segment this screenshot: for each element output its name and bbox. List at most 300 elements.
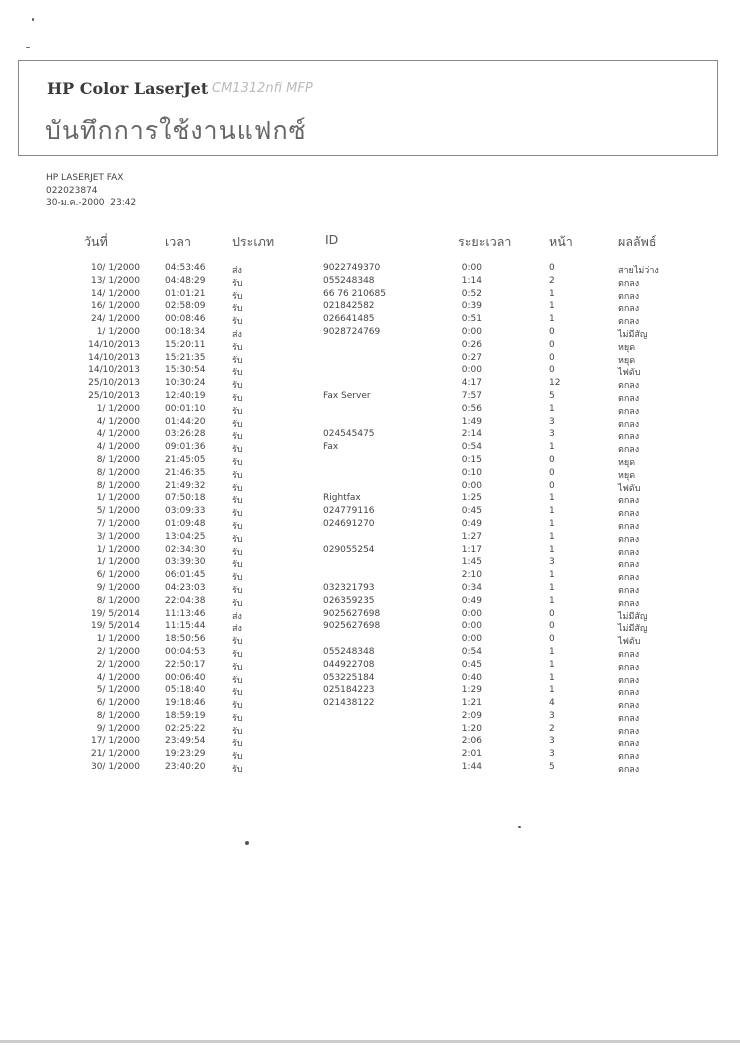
cell-type: รับ: [232, 509, 243, 520]
cell-date: 1/ 1/2000: [96, 493, 140, 504]
cell-pages: 1: [549, 582, 555, 593]
cell-duration: 1:45: [461, 557, 482, 568]
cell-date: 24/ 1/2000: [90, 314, 140, 325]
column-header-pages: หน้า: [549, 234, 573, 249]
cell-pages: 1: [549, 659, 555, 670]
cell-id: 032321793: [323, 582, 375, 593]
cell-result: ตกลง: [618, 509, 640, 520]
table-row: [0, 545, 740, 558]
cell-type: รับ: [232, 393, 243, 404]
cell-type: รับ: [232, 445, 243, 456]
cell-date: 13/ 1/2000: [90, 275, 140, 286]
table-row: [0, 340, 740, 353]
table-row: [0, 365, 740, 378]
cell-result: ไฟดับ: [618, 368, 641, 379]
cell-duration: 1:29: [461, 685, 482, 696]
cell-duration: 0:49: [461, 595, 482, 606]
cell-result: ตกลง: [618, 445, 640, 456]
column-header-date: วันที่: [84, 234, 108, 249]
cell-duration: 0:00: [461, 326, 482, 337]
cell-result: ตกลง: [618, 585, 640, 596]
cell-pages: 0: [549, 480, 555, 491]
table-row: [0, 647, 740, 660]
cell-id: 66 76 210685: [323, 288, 386, 299]
cell-id: Fax Server: [323, 390, 371, 401]
cell-type: ส่ง: [232, 611, 242, 622]
cell-date: 10/ 1/2000: [90, 263, 140, 273]
cell-result: ตกลง: [618, 701, 640, 712]
column-header-duration: ระยะเวลา: [458, 234, 512, 249]
cell-result: ตกลง: [618, 521, 640, 532]
cell-duration: 0:00: [461, 634, 482, 645]
cell-duration: 0:39: [461, 301, 482, 312]
cell-pages: 0: [549, 339, 555, 350]
fax-info: [46, 172, 136, 210]
cell-duration: 1:20: [461, 723, 482, 734]
cell-result: หยุด: [618, 470, 636, 481]
cell-pages: 0: [549, 621, 555, 632]
scan-speck: [245, 841, 249, 845]
cell-pages: 3: [549, 736, 555, 747]
table-row: [0, 493, 740, 506]
column-header-time: เวลา: [165, 234, 191, 249]
cell-duration: 1:14: [461, 275, 482, 286]
cell-time: 07:50:18: [165, 493, 206, 504]
cell-result: ตกลง: [618, 726, 640, 737]
table-row: [0, 314, 740, 327]
cell-duration: 0:00: [461, 263, 482, 273]
cell-time: 02:25:22: [165, 723, 206, 734]
cell-type: รับ: [232, 598, 243, 609]
cell-pages: 1: [549, 544, 555, 555]
cell-result: ตกลง: [618, 291, 640, 302]
table-row: [0, 685, 740, 698]
cell-id: 053225184: [323, 672, 375, 683]
cell-date: 9/ 1/2000: [96, 582, 140, 593]
cell-pages: 0: [549, 608, 555, 619]
cell-duration: 0:51: [461, 314, 482, 325]
cell-pages: 1: [549, 493, 555, 504]
cell-duration: 0:45: [461, 659, 482, 670]
table-row: [0, 698, 740, 711]
cell-time: 22:50:17: [165, 659, 206, 670]
column-header-id: ID: [325, 232, 339, 247]
cell-result: ไม่มีสัญ: [618, 624, 648, 635]
cell-duration: 1:17: [461, 544, 482, 555]
cell-time: 04:48:29: [165, 275, 206, 286]
cell-result: ตกลง: [618, 752, 640, 763]
cell-duration: 2:14: [461, 429, 482, 440]
cell-result: ตกลง: [618, 739, 640, 750]
table-row: [0, 673, 740, 686]
cell-id: 055248348: [323, 646, 375, 657]
cell-time: 05:18:40: [165, 685, 206, 696]
cell-duration: 0:56: [461, 403, 482, 414]
cell-pages: 3: [549, 416, 555, 427]
cell-result: หยุด: [618, 457, 636, 468]
cell-type: รับ: [232, 739, 243, 750]
cell-result: ตกลง: [618, 304, 640, 315]
table-row: [0, 519, 740, 532]
cell-id: 9025627698: [323, 621, 381, 632]
cell-time: 11:15:44: [165, 621, 206, 632]
cell-date: 1/ 1/2000: [96, 557, 140, 568]
table-row: [0, 327, 740, 340]
cell-time: 02:58:09: [165, 301, 206, 312]
scan-speck: [32, 18, 34, 21]
cell-pages: 1: [549, 685, 555, 696]
cell-id: 024545475: [323, 429, 375, 440]
cell-result: ตกลง: [618, 675, 640, 686]
cell-time: 21:45:05: [165, 454, 206, 465]
cell-result: หยุด: [618, 355, 636, 366]
cell-time: 21:49:32: [165, 480, 206, 491]
cell-date: 9/ 1/2000: [96, 723, 140, 734]
cell-date: 14/10/2013: [88, 352, 140, 363]
table-row: [0, 301, 740, 314]
cell-time: 00:06:40: [165, 672, 206, 683]
cell-type: รับ: [232, 547, 243, 558]
table-row: [0, 596, 740, 609]
cell-result: สายไม่ว่าง: [618, 266, 659, 276]
table-row: [0, 442, 740, 455]
cell-pages: 3: [549, 749, 555, 760]
cell-date: 2/ 1/2000: [96, 659, 140, 670]
cell-result: ตกลง: [618, 573, 640, 584]
cell-duration: 7:57: [461, 390, 482, 401]
cell-duration: 0:00: [461, 480, 482, 491]
cell-date: 7/ 1/2000: [96, 518, 140, 529]
cell-pages: 3: [549, 710, 555, 721]
cell-duration: 1:44: [461, 762, 482, 773]
cell-result: ตกลง: [618, 317, 640, 328]
table-row: [0, 660, 740, 673]
cell-pages: 12: [549, 378, 561, 389]
cell-time: 00:08:46: [165, 314, 206, 325]
table-row: [0, 532, 740, 545]
cell-result: ตกลง: [618, 547, 640, 558]
cell-duration: 2:06: [461, 736, 482, 747]
cell-duration: 0:00: [461, 621, 482, 632]
cell-time: 01:44:20: [165, 416, 206, 427]
cell-type: รับ: [232, 278, 243, 289]
column-header-result: ผลลัพธ์: [618, 234, 657, 249]
cell-date: 3/ 1/2000: [96, 531, 140, 542]
cell-date: 5/ 1/2000: [96, 685, 140, 696]
cell-result: ไฟดับ: [618, 483, 641, 494]
cell-time: 19:18:46: [165, 698, 206, 709]
table-row: [0, 289, 740, 302]
cell-pages: 5: [549, 762, 555, 773]
cell-pages: 0: [549, 263, 555, 273]
cell-result: ตกลง: [618, 381, 640, 392]
cell-date: 1/ 1/2000: [96, 326, 140, 337]
cell-type: รับ: [232, 291, 243, 302]
cell-result: ตกลง: [618, 688, 640, 699]
table-row: [0, 736, 740, 749]
cell-type: รับ: [232, 752, 243, 763]
cell-type: รับ: [232, 765, 243, 776]
cell-result: ตกลง: [618, 432, 640, 443]
cell-duration: 0:45: [461, 506, 482, 517]
cell-time: 21:46:35: [165, 467, 206, 478]
cell-type: รับ: [232, 649, 243, 660]
cell-result: ตกลง: [618, 419, 640, 430]
table-row: [0, 353, 740, 366]
cell-time: 06:01:45: [165, 570, 206, 581]
cell-pages: 1: [549, 570, 555, 581]
table-row: [0, 391, 740, 404]
cell-duration: 2:01: [461, 749, 482, 760]
cell-pages: 0: [549, 352, 555, 363]
report-header: [18, 60, 718, 156]
cell-time: 22:04:38: [165, 595, 206, 606]
cell-date: 6/ 1/2000: [96, 698, 140, 709]
cell-type: รับ: [232, 675, 243, 686]
scan-speck: [518, 826, 521, 828]
cell-pages: 2: [549, 723, 555, 734]
cell-duration: 1:27: [461, 531, 482, 542]
cell-pages: 1: [549, 506, 555, 517]
cell-type: รับ: [232, 355, 243, 366]
cell-id: 055248348: [323, 275, 375, 286]
cell-duration: 0:54: [461, 442, 482, 453]
cell-result: ตกลง: [618, 560, 640, 571]
cell-date: 4/ 1/2000: [96, 429, 140, 440]
scan-speck: [26, 47, 30, 48]
report-title: บันทึกการใช้งานแฟกซ์: [45, 116, 307, 145]
cell-time: 15:20:11: [165, 339, 206, 350]
table-row: [0, 570, 740, 583]
cell-time: 18:59:19: [165, 710, 206, 721]
cell-type: รับ: [232, 317, 243, 328]
table-row: [0, 583, 740, 596]
table-row: [0, 749, 740, 762]
cell-date: 19/ 5/2014: [90, 621, 140, 632]
cell-type: รับ: [232, 381, 243, 392]
cell-time: 03:39:30: [165, 557, 206, 568]
cell-type: รับ: [232, 701, 243, 712]
cell-pages: 1: [549, 672, 555, 683]
cell-result: ตกลง: [618, 598, 640, 609]
cell-duration: 0:40: [461, 672, 482, 683]
cell-pages: 1: [549, 595, 555, 606]
cell-id: 025184223: [323, 685, 375, 696]
cell-type: รับ: [232, 496, 243, 507]
table-row: [0, 263, 740, 276]
cell-type: ส่ง: [232, 329, 242, 340]
cell-duration: 0:00: [461, 608, 482, 619]
cell-id: Fax: [323, 442, 339, 453]
cell-pages: 1: [549, 288, 555, 299]
cell-duration: 0:26: [461, 339, 482, 350]
table-row: [0, 481, 740, 494]
cell-date: 17/ 1/2000: [90, 736, 140, 747]
cell-time: 01:09:48: [165, 518, 206, 529]
cell-time: 03:26:28: [165, 429, 206, 440]
cell-pages: 3: [549, 557, 555, 568]
cell-duration: 2:10: [461, 570, 482, 581]
table-header: [0, 232, 740, 252]
cell-duration: 0:34: [461, 582, 482, 593]
cell-type: ส่ง: [232, 266, 242, 276]
cell-id: 021842582: [323, 301, 375, 312]
cell-result: ตกลง: [618, 649, 640, 660]
table-row: [0, 276, 740, 289]
table-row: [0, 417, 740, 430]
cell-id: 9022749370: [323, 263, 381, 273]
cell-time: 23:49:54: [165, 736, 206, 747]
cell-date: 4/ 1/2000: [96, 416, 140, 427]
table-row: [0, 724, 740, 737]
cell-duration: 2:09: [461, 710, 482, 721]
cell-result: ตกลง: [618, 393, 640, 404]
cell-date: 14/10/2013: [88, 339, 140, 350]
cell-duration: 4:17: [461, 378, 482, 389]
cell-date: 5/ 1/2000: [96, 506, 140, 517]
cell-time: 13:04:25: [165, 531, 206, 542]
table-row: [0, 609, 740, 622]
cell-date: 30/ 1/2000: [90, 762, 140, 773]
cell-time: 11:13:46: [165, 608, 206, 619]
cell-time: 12:40:19: [165, 390, 206, 401]
cell-id: 029055254: [323, 544, 375, 555]
cell-id: 044922708: [323, 659, 375, 670]
cell-type: รับ: [232, 304, 243, 315]
cell-time: 10:30:24: [165, 378, 206, 389]
table-row: [0, 634, 740, 647]
table-row: [0, 455, 740, 468]
cell-type: รับ: [232, 521, 243, 532]
brand-name: HP Color LaserJet: [47, 79, 209, 98]
cell-pages: 1: [549, 403, 555, 414]
cell-id: 024691270: [323, 518, 375, 529]
cell-type: ส่ง: [232, 624, 242, 635]
cell-result: ตกลง: [618, 278, 640, 289]
cell-date: 19/ 5/2014: [90, 608, 140, 619]
cell-type: รับ: [232, 713, 243, 724]
cell-date: 14/ 1/2000: [90, 288, 140, 299]
cell-id: 026641485: [323, 314, 375, 325]
fax-number: 022023874: [46, 185, 98, 196]
cell-time: 00:01:10: [165, 403, 206, 414]
fax-name: HP LASERJET FAX: [46, 173, 124, 183]
cell-date: 6/ 1/2000: [96, 570, 140, 581]
cell-result: ไม่มีสัญ: [618, 329, 648, 340]
cell-pages: 1: [549, 518, 555, 529]
scan-edge: [0, 1040, 740, 1043]
cell-time: 15:21:35: [165, 352, 206, 363]
cell-pages: 5: [549, 390, 555, 401]
cell-time: 23:40:20: [165, 762, 206, 773]
report-datetime: 30-ม.ค.-2000 23:42: [46, 198, 137, 208]
cell-id: 026359235: [323, 595, 375, 606]
table-row: [0, 378, 740, 391]
cell-pages: 1: [549, 314, 555, 325]
cell-time: 15:30:54: [165, 365, 206, 376]
cell-time: 03:09:33: [165, 506, 206, 517]
column-header-type: ประเภท: [232, 234, 275, 249]
cell-duration: 0:27: [461, 352, 482, 363]
cell-result: หยุด: [618, 342, 636, 353]
cell-duration: 1:49: [461, 416, 482, 427]
cell-date: 25/10/2013: [88, 378, 140, 389]
cell-type: รับ: [232, 419, 243, 430]
cell-type: รับ: [232, 470, 243, 481]
table-row: [0, 557, 740, 570]
cell-type: รับ: [232, 662, 243, 673]
cell-duration: 1:25: [461, 493, 482, 504]
table-row: [0, 506, 740, 519]
cell-pages: 4: [549, 698, 555, 709]
cell-id: Rightfax: [323, 493, 361, 504]
cell-result: ไม่มีสัญ: [618, 611, 648, 622]
cell-time: 00:18:34: [165, 326, 206, 337]
cell-date: 25/10/2013: [88, 390, 140, 401]
cell-date: 1/ 1/2000: [96, 634, 140, 645]
cell-type: รับ: [232, 637, 243, 648]
cell-time: 01:01:21: [165, 288, 206, 299]
cell-result: ตกลง: [618, 496, 640, 507]
cell-pages: 0: [549, 634, 555, 645]
cell-duration: 0:52: [461, 288, 482, 299]
cell-type: รับ: [232, 457, 243, 468]
cell-date: 4/ 1/2000: [96, 672, 140, 683]
cell-result: ตกลง: [618, 662, 640, 673]
cell-id: 9028724769: [323, 326, 381, 337]
cell-type: รับ: [232, 432, 243, 443]
cell-duration: 0:10: [461, 467, 482, 478]
cell-pages: 0: [549, 326, 555, 337]
cell-time: 02:34:30: [165, 544, 206, 555]
cell-date: 2/ 1/2000: [96, 646, 140, 657]
cell-type: รับ: [232, 406, 243, 417]
cell-result: ตกลง: [618, 713, 640, 724]
cell-date: 16/ 1/2000: [90, 301, 140, 312]
table-row: [0, 621, 740, 634]
cell-type: รับ: [232, 483, 243, 494]
cell-type: รับ: [232, 726, 243, 737]
cell-id: 9025627698: [323, 608, 381, 619]
cell-pages: 1: [549, 442, 555, 453]
cell-pages: 2: [549, 275, 555, 286]
cell-date: 21/ 1/2000: [90, 749, 140, 760]
cell-date: 8/ 1/2000: [96, 710, 140, 721]
cell-duration: 0:49: [461, 518, 482, 529]
cell-pages: 1: [549, 301, 555, 312]
cell-date: 8/ 1/2000: [96, 595, 140, 606]
cell-type: รับ: [232, 560, 243, 571]
cell-type: รับ: [232, 585, 243, 596]
cell-time: 19:23:29: [165, 749, 206, 760]
cell-pages: 3: [549, 429, 555, 440]
cell-type: รับ: [232, 534, 243, 545]
cell-result: ตกลง: [618, 406, 640, 417]
table-row: [0, 762, 740, 775]
cell-id: 024779116: [323, 506, 375, 517]
cell-type: รับ: [232, 368, 243, 379]
cell-pages: 0: [549, 365, 555, 376]
cell-date: 1/ 1/2000: [96, 403, 140, 414]
cell-duration: 1:21: [461, 698, 482, 709]
cell-date: 4/ 1/2000: [96, 442, 140, 453]
cell-date: 8/ 1/2000: [96, 467, 140, 478]
cell-result: ไฟดับ: [618, 637, 641, 648]
table-row: [0, 429, 740, 442]
cell-time: 18:50:56: [165, 634, 206, 645]
cell-pages: 0: [549, 454, 555, 465]
cell-type: รับ: [232, 573, 243, 584]
